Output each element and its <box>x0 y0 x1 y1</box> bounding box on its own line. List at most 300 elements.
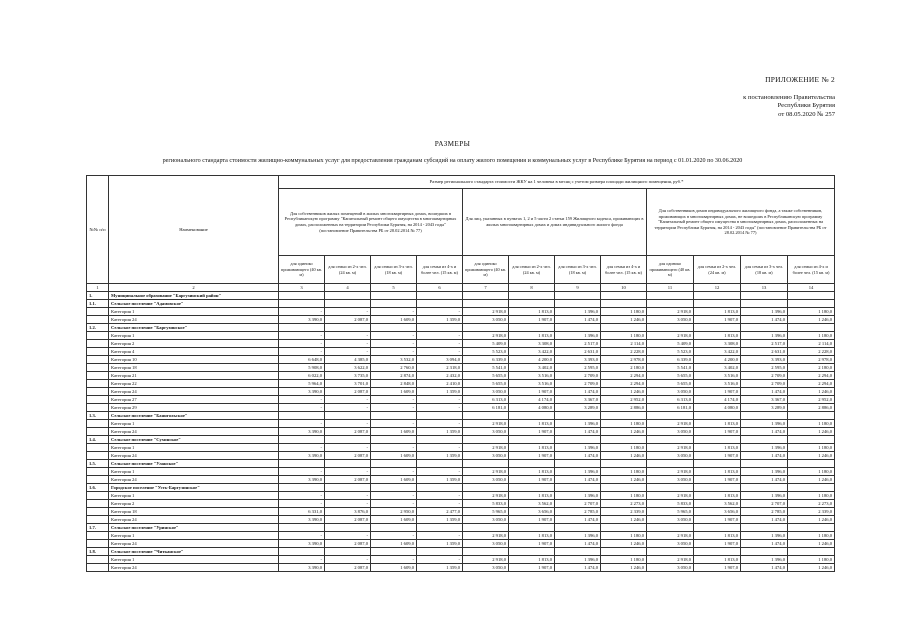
value-cell: 1 359,0 <box>417 476 463 484</box>
value-cell: 1 396,0 <box>555 492 601 500</box>
value-cell: 2 709,0 <box>741 380 788 388</box>
row-index: 1.5. <box>87 460 109 468</box>
row-name: Категория 1 <box>109 420 279 428</box>
value-cell: 2 294,0 <box>601 372 647 380</box>
value-cell <box>741 524 788 532</box>
row-index <box>87 468 109 476</box>
value-cell <box>555 436 601 444</box>
value-cell <box>601 412 647 420</box>
value-cell: - <box>371 500 417 508</box>
value-cell: 2 432,0 <box>417 372 463 380</box>
value-cell: 3 532,0 <box>371 356 417 364</box>
value-cell <box>601 292 647 300</box>
value-cell: 1 813,0 <box>694 308 741 316</box>
row-name: Категория 27 <box>109 396 279 404</box>
row-index <box>87 380 109 388</box>
value-cell: 1 396,0 <box>741 308 788 316</box>
value-cell: - <box>325 468 371 476</box>
table-row <box>87 308 835 316</box>
value-cell: 1 396,0 <box>741 468 788 476</box>
value-cell: 2 918,0 <box>647 532 694 540</box>
value-cell <box>371 324 417 332</box>
value-cell: 1 813,0 <box>509 444 555 452</box>
value-cell: 1 180,0 <box>601 308 647 316</box>
row-index: 1.6. <box>87 484 109 492</box>
row-name: Городское поселение "Усть-Баргузинское" <box>109 484 279 492</box>
value-cell: 1 180,0 <box>601 468 647 476</box>
value-cell: 2 087,0 <box>325 564 371 572</box>
table-row <box>87 452 835 460</box>
value-cell: - <box>371 396 417 404</box>
row-name: Категория 24 <box>109 316 279 324</box>
value-cell: 1 813,0 <box>509 308 555 316</box>
value-cell: 1 907,0 <box>694 388 741 396</box>
value-cell: 2 087,0 <box>325 452 371 460</box>
table-section-row <box>87 484 835 492</box>
value-cell <box>325 292 371 300</box>
value-cell: 3 050,0 <box>463 476 509 484</box>
value-cell: 1 907,0 <box>509 476 555 484</box>
value-cell: 1 813,0 <box>509 532 555 540</box>
value-cell <box>741 484 788 492</box>
value-cell: 5 655,0 <box>647 372 694 380</box>
value-cell: 2 918,0 <box>647 444 694 452</box>
row-name: Сельское поселение "Читканское" <box>109 548 279 556</box>
table-row <box>87 380 835 388</box>
table-section-row <box>87 524 835 532</box>
value-cell <box>694 524 741 532</box>
value-cell <box>371 460 417 468</box>
row-name: Категория 1 <box>109 444 279 452</box>
table-row <box>87 556 835 564</box>
value-cell: - <box>417 420 463 428</box>
value-cell: - <box>279 500 325 508</box>
value-cell: - <box>371 340 417 348</box>
value-cell: - <box>279 308 325 316</box>
table-row <box>87 476 835 484</box>
value-cell: 1 359,0 <box>417 564 463 572</box>
row-name: Категория 1 <box>109 492 279 500</box>
row-name: Категория 2 <box>109 500 279 508</box>
value-cell: 1 474,0 <box>555 428 601 436</box>
appendix-line: Республики Бурятия <box>777 102 835 110</box>
row-index <box>87 428 109 436</box>
value-cell: 1 359,0 <box>417 516 463 524</box>
value-cell: - <box>417 340 463 348</box>
standards-table <box>86 175 835 572</box>
value-cell <box>694 436 741 444</box>
value-cell: 5 523,0 <box>463 348 509 356</box>
table-row <box>87 372 835 380</box>
table-row <box>87 492 835 500</box>
value-cell: 1 474,0 <box>741 540 788 548</box>
value-cell <box>601 460 647 468</box>
row-name: Категория 1 <box>109 556 279 564</box>
value-cell: - <box>325 556 371 564</box>
value-cell: 1 396,0 <box>741 492 788 500</box>
value-cell: 1 180,0 <box>788 332 835 340</box>
value-cell: 2 874,0 <box>371 372 417 380</box>
value-cell <box>509 548 555 556</box>
value-cell <box>788 292 835 300</box>
value-cell: 3 050,0 <box>647 564 694 572</box>
value-cell: - <box>279 396 325 404</box>
value-cell: 3 422,0 <box>694 348 741 356</box>
value-cell: 3 422,0 <box>509 348 555 356</box>
value-cell: 1 396,0 <box>555 468 601 476</box>
value-cell <box>279 484 325 492</box>
value-cell: 1 813,0 <box>509 332 555 340</box>
appendix-title: ПРИЛОЖЕНИЕ № 2 <box>765 75 835 84</box>
value-cell <box>371 292 417 300</box>
value-cell: 1 474,0 <box>741 516 788 524</box>
value-cell <box>555 548 601 556</box>
value-cell: - <box>371 532 417 540</box>
value-cell: 3 735,0 <box>325 372 371 380</box>
value-cell <box>325 524 371 532</box>
value-cell: 2 517,0 <box>555 340 601 348</box>
value-cell <box>325 324 371 332</box>
value-cell <box>741 292 788 300</box>
value-cell <box>417 300 463 308</box>
value-cell: 2 180,0 <box>788 364 835 372</box>
value-cell: 3 390,0 <box>279 516 325 524</box>
table-row <box>87 564 835 572</box>
row-index: 1.7. <box>87 524 109 532</box>
row-index <box>87 316 109 324</box>
value-cell: 1 474,0 <box>741 452 788 460</box>
value-cell: 1 907,0 <box>509 540 555 548</box>
value-cell: 1 813,0 <box>694 420 741 428</box>
table-row <box>87 332 835 340</box>
value-cell: 3 393,0 <box>555 356 601 364</box>
value-cell <box>741 548 788 556</box>
row-name: Категория 21 <box>109 372 279 380</box>
header-subcolumn: для семьи из 3-х чел. (18 кв. м) <box>741 256 788 284</box>
value-cell <box>555 412 601 420</box>
value-cell: 1 246,0 <box>601 452 647 460</box>
header-subcolumn: для семьи из 3-х чел. (18 кв. м) <box>371 256 417 284</box>
value-cell: 1 359,0 <box>417 452 463 460</box>
header-group-1: Для собственников жилых помещений в жилых многоквартирных домах, вошедших в Республиканскую программу "Капитальный ремонт общего имущества в многоквартирных домах, расположенных на территории Республики Бурятия, на 2014 - 2043 годы" (постановление Правительства РБ от 28.02.2014 № 77) <box>279 189 463 256</box>
value-cell: 3 516,0 <box>509 380 555 388</box>
value-cell <box>694 548 741 556</box>
header-group-3: Для собственников домов индивидуального жилищного фонда, а также собственников, проживающих в многоквартирных домах, не вошедших в Республиканскую программу "Капитальный ремонт общего имущества в многоквартирных домах, расположенных на территории Республики Бурятия, на 2014 - 2043 годы" (постановление Правительства РБ от 28.02.2014 № 77) <box>647 189 835 256</box>
value-cell: 2 918,0 <box>463 332 509 340</box>
row-name: Категория 24 <box>109 516 279 524</box>
value-cell <box>371 412 417 420</box>
value-cell: 1 359,0 <box>417 388 463 396</box>
value-cell: 1 813,0 <box>694 492 741 500</box>
value-cell: 1 246,0 <box>788 564 835 572</box>
value-cell <box>647 292 694 300</box>
value-cell: - <box>279 492 325 500</box>
value-cell: 1 609,0 <box>371 388 417 396</box>
value-cell <box>371 548 417 556</box>
value-cell: 2 918,0 <box>647 308 694 316</box>
value-cell: 3 402,0 <box>694 364 741 372</box>
value-cell <box>417 292 463 300</box>
value-cell: 2 087,0 <box>325 428 371 436</box>
value-cell: 2 114,0 <box>788 340 835 348</box>
value-cell: 3 050,0 <box>463 316 509 324</box>
value-cell: 6 339,0 <box>647 356 694 364</box>
value-cell: 1 474,0 <box>555 476 601 484</box>
value-cell <box>647 460 694 468</box>
value-cell: 4 174,0 <box>694 396 741 404</box>
value-cell: - <box>371 556 417 564</box>
row-index <box>87 420 109 428</box>
value-cell: 4 200,0 <box>509 356 555 364</box>
value-cell: 1 907,0 <box>694 540 741 548</box>
row-index <box>87 356 109 364</box>
value-cell <box>788 436 835 444</box>
value-cell: 1 907,0 <box>509 428 555 436</box>
row-name: Категория 24 <box>109 540 279 548</box>
value-cell: - <box>417 556 463 564</box>
value-cell: 2 087,0 <box>325 540 371 548</box>
value-cell: 1 813,0 <box>694 332 741 340</box>
header-column-number: 8 <box>509 284 555 292</box>
value-cell: 5 965,0 <box>463 508 509 516</box>
value-cell: 5 541,0 <box>647 364 694 372</box>
header-column-number: 14 <box>788 284 835 292</box>
value-cell <box>371 524 417 532</box>
value-cell <box>788 524 835 532</box>
header-subcolumn: для семьи из 4-х и более чел. (15 кв. м) <box>788 256 835 284</box>
row-name: Сельское поселение "Уланское" <box>109 460 279 468</box>
header-name: Наименование <box>109 176 279 284</box>
value-cell: 1 246,0 <box>601 540 647 548</box>
value-cell: 1 180,0 <box>601 420 647 428</box>
value-cell: 2 631,0 <box>741 348 788 356</box>
value-cell: - <box>417 444 463 452</box>
row-name: Сельское поселение "Баргузинское" <box>109 324 279 332</box>
table-section-row <box>87 292 835 300</box>
value-cell: 1 246,0 <box>601 516 647 524</box>
value-cell: 3 050,0 <box>647 428 694 436</box>
header-column-number: 13 <box>741 284 788 292</box>
value-cell: 2 918,0 <box>463 308 509 316</box>
value-cell <box>463 436 509 444</box>
value-cell: 2 918,0 <box>463 444 509 452</box>
value-cell <box>279 292 325 300</box>
value-cell <box>601 484 647 492</box>
value-cell: 1 609,0 <box>371 476 417 484</box>
value-cell <box>647 524 694 532</box>
value-cell: 1 359,0 <box>417 316 463 324</box>
value-cell: - <box>371 468 417 476</box>
value-cell: 2 087,0 <box>325 516 371 524</box>
value-cell <box>279 412 325 420</box>
value-cell: 3 050,0 <box>463 452 509 460</box>
value-cell: - <box>325 348 371 356</box>
value-cell: 1 180,0 <box>788 532 835 540</box>
value-cell: 3 050,0 <box>463 516 509 524</box>
value-cell: 1 180,0 <box>601 492 647 500</box>
value-cell: 1 609,0 <box>371 428 417 436</box>
value-cell: 1 246,0 <box>601 316 647 324</box>
value-cell: 1 180,0 <box>601 556 647 564</box>
value-cell: 2 087,0 <box>325 316 371 324</box>
value-cell: 3 050,0 <box>647 476 694 484</box>
value-cell: 2 087,0 <box>325 476 371 484</box>
table-row <box>87 540 835 548</box>
appendix-block <box>743 76 835 119</box>
value-cell: 1 180,0 <box>788 420 835 428</box>
row-index <box>87 372 109 380</box>
value-cell: 2 707,0 <box>741 500 788 508</box>
row-name: Категория 18 <box>109 364 279 372</box>
value-cell: 2 709,0 <box>555 380 601 388</box>
row-index <box>87 396 109 404</box>
value-cell <box>788 324 835 332</box>
value-cell <box>555 292 601 300</box>
value-cell: 1 474,0 <box>741 388 788 396</box>
row-name: Категория 24 <box>109 564 279 572</box>
header-column-number: 10 <box>601 284 647 292</box>
row-name: Категория 18 <box>109 508 279 516</box>
row-name: Сельское поселение "Адамовское" <box>109 300 279 308</box>
row-index <box>87 540 109 548</box>
table-row <box>87 340 835 348</box>
value-cell: 1 180,0 <box>788 308 835 316</box>
table-section-row <box>87 548 835 556</box>
value-cell <box>371 484 417 492</box>
value-cell: 1 396,0 <box>555 532 601 540</box>
value-cell: - <box>279 340 325 348</box>
value-cell: 3 390,0 <box>279 476 325 484</box>
table-row <box>87 500 835 508</box>
value-cell <box>601 548 647 556</box>
row-index <box>87 564 109 572</box>
value-cell: 5 833,0 <box>647 500 694 508</box>
value-cell: 2 318,0 <box>417 364 463 372</box>
value-cell: 2 517,0 <box>741 340 788 348</box>
value-cell: 3 094,0 <box>417 356 463 364</box>
value-cell: 3 289,0 <box>741 404 788 412</box>
value-cell <box>555 300 601 308</box>
header-column-number: 4 <box>325 284 371 292</box>
value-cell: 2 918,0 <box>647 492 694 500</box>
value-cell: 1 396,0 <box>555 556 601 564</box>
value-cell: 2 918,0 <box>647 556 694 564</box>
value-cell: 3 390,0 <box>279 452 325 460</box>
value-cell: - <box>325 532 371 540</box>
value-cell: - <box>325 444 371 452</box>
table-section-row <box>87 300 835 308</box>
value-cell: 6 648,0 <box>279 356 325 364</box>
row-index <box>87 500 109 508</box>
value-cell: 3 390,0 <box>279 388 325 396</box>
value-cell <box>463 292 509 300</box>
value-cell: 3 402,0 <box>509 364 555 372</box>
value-cell: 2 595,0 <box>741 364 788 372</box>
value-cell <box>509 300 555 308</box>
value-cell: 1 180,0 <box>788 556 835 564</box>
value-cell: 1 907,0 <box>694 564 741 572</box>
value-cell <box>555 524 601 532</box>
value-cell: 3 656,0 <box>694 508 741 516</box>
value-cell: 5 409,0 <box>647 340 694 348</box>
row-name: Категория 24 <box>109 388 279 396</box>
value-cell: 5 655,0 <box>463 372 509 380</box>
row-index: 1.4. <box>87 436 109 444</box>
value-cell: 2 709,0 <box>741 372 788 380</box>
value-cell <box>463 300 509 308</box>
row-name: Сельское поселение "Уринское" <box>109 524 279 532</box>
value-cell: 1 246,0 <box>788 428 835 436</box>
value-cell: 1 396,0 <box>555 444 601 452</box>
value-cell: - <box>325 396 371 404</box>
row-name: Сельское поселение "Баянгольское" <box>109 412 279 420</box>
row-index <box>87 340 109 348</box>
row-index <box>87 308 109 316</box>
value-cell <box>601 300 647 308</box>
table-section-row <box>87 412 835 420</box>
value-cell <box>788 300 835 308</box>
value-cell: 3 050,0 <box>647 316 694 324</box>
value-cell: 1 474,0 <box>555 316 601 324</box>
value-cell <box>509 412 555 420</box>
table-header <box>87 176 835 292</box>
value-cell: - <box>325 340 371 348</box>
value-cell: 1 813,0 <box>509 468 555 476</box>
value-cell <box>417 436 463 444</box>
value-cell <box>325 460 371 468</box>
row-index: 1.2. <box>87 324 109 332</box>
value-cell: 1 246,0 <box>601 388 647 396</box>
value-cell: - <box>325 308 371 316</box>
value-cell: 1 246,0 <box>788 516 835 524</box>
value-cell: - <box>279 468 325 476</box>
row-index <box>87 476 109 484</box>
row-index <box>87 492 109 500</box>
value-cell: 2 180,0 <box>601 364 647 372</box>
value-cell: - <box>371 404 417 412</box>
table-row <box>87 364 835 372</box>
value-cell: - <box>417 332 463 340</box>
value-cell: 5 541,0 <box>463 364 509 372</box>
row-name: Муниципальное образование "Баргузинский район" <box>109 292 279 300</box>
value-cell: 1 396,0 <box>555 308 601 316</box>
row-name: Категория 24 <box>109 476 279 484</box>
row-index: 1.3. <box>87 412 109 420</box>
value-cell <box>417 548 463 556</box>
value-cell: 1 907,0 <box>509 516 555 524</box>
value-cell <box>509 324 555 332</box>
header-subcolumn: для семьи из 4-х и более чел. (15 кв. м) <box>417 256 463 284</box>
value-cell <box>694 300 741 308</box>
value-cell: 2 918,0 <box>463 468 509 476</box>
value-cell: 4 200,0 <box>694 356 741 364</box>
row-name: Сельское поселение "Сухинское" <box>109 436 279 444</box>
value-cell: 6 181,0 <box>463 404 509 412</box>
row-name: Категория 2 <box>109 340 279 348</box>
value-cell: 5 655,0 <box>647 380 694 388</box>
value-cell: 2 477,0 <box>417 508 463 516</box>
value-cell: 2 978,0 <box>601 356 647 364</box>
header-subcolumn: для семьи из 2-х чел. (24 кв. м) <box>325 256 371 284</box>
row-name: Категория 1 <box>109 332 279 340</box>
value-cell: 1 813,0 <box>694 556 741 564</box>
header-group-title: Размер регионального стандарта стоимости ЖКУ на 1 человека в месяц с учетом размера площади жилищного помещения, руб.* <box>279 176 835 189</box>
value-cell: - <box>279 444 325 452</box>
value-cell: - <box>417 468 463 476</box>
document-title: РАЗМЕРЫ <box>434 140 471 148</box>
value-cell: 5 833,0 <box>463 500 509 508</box>
row-index <box>87 404 109 412</box>
